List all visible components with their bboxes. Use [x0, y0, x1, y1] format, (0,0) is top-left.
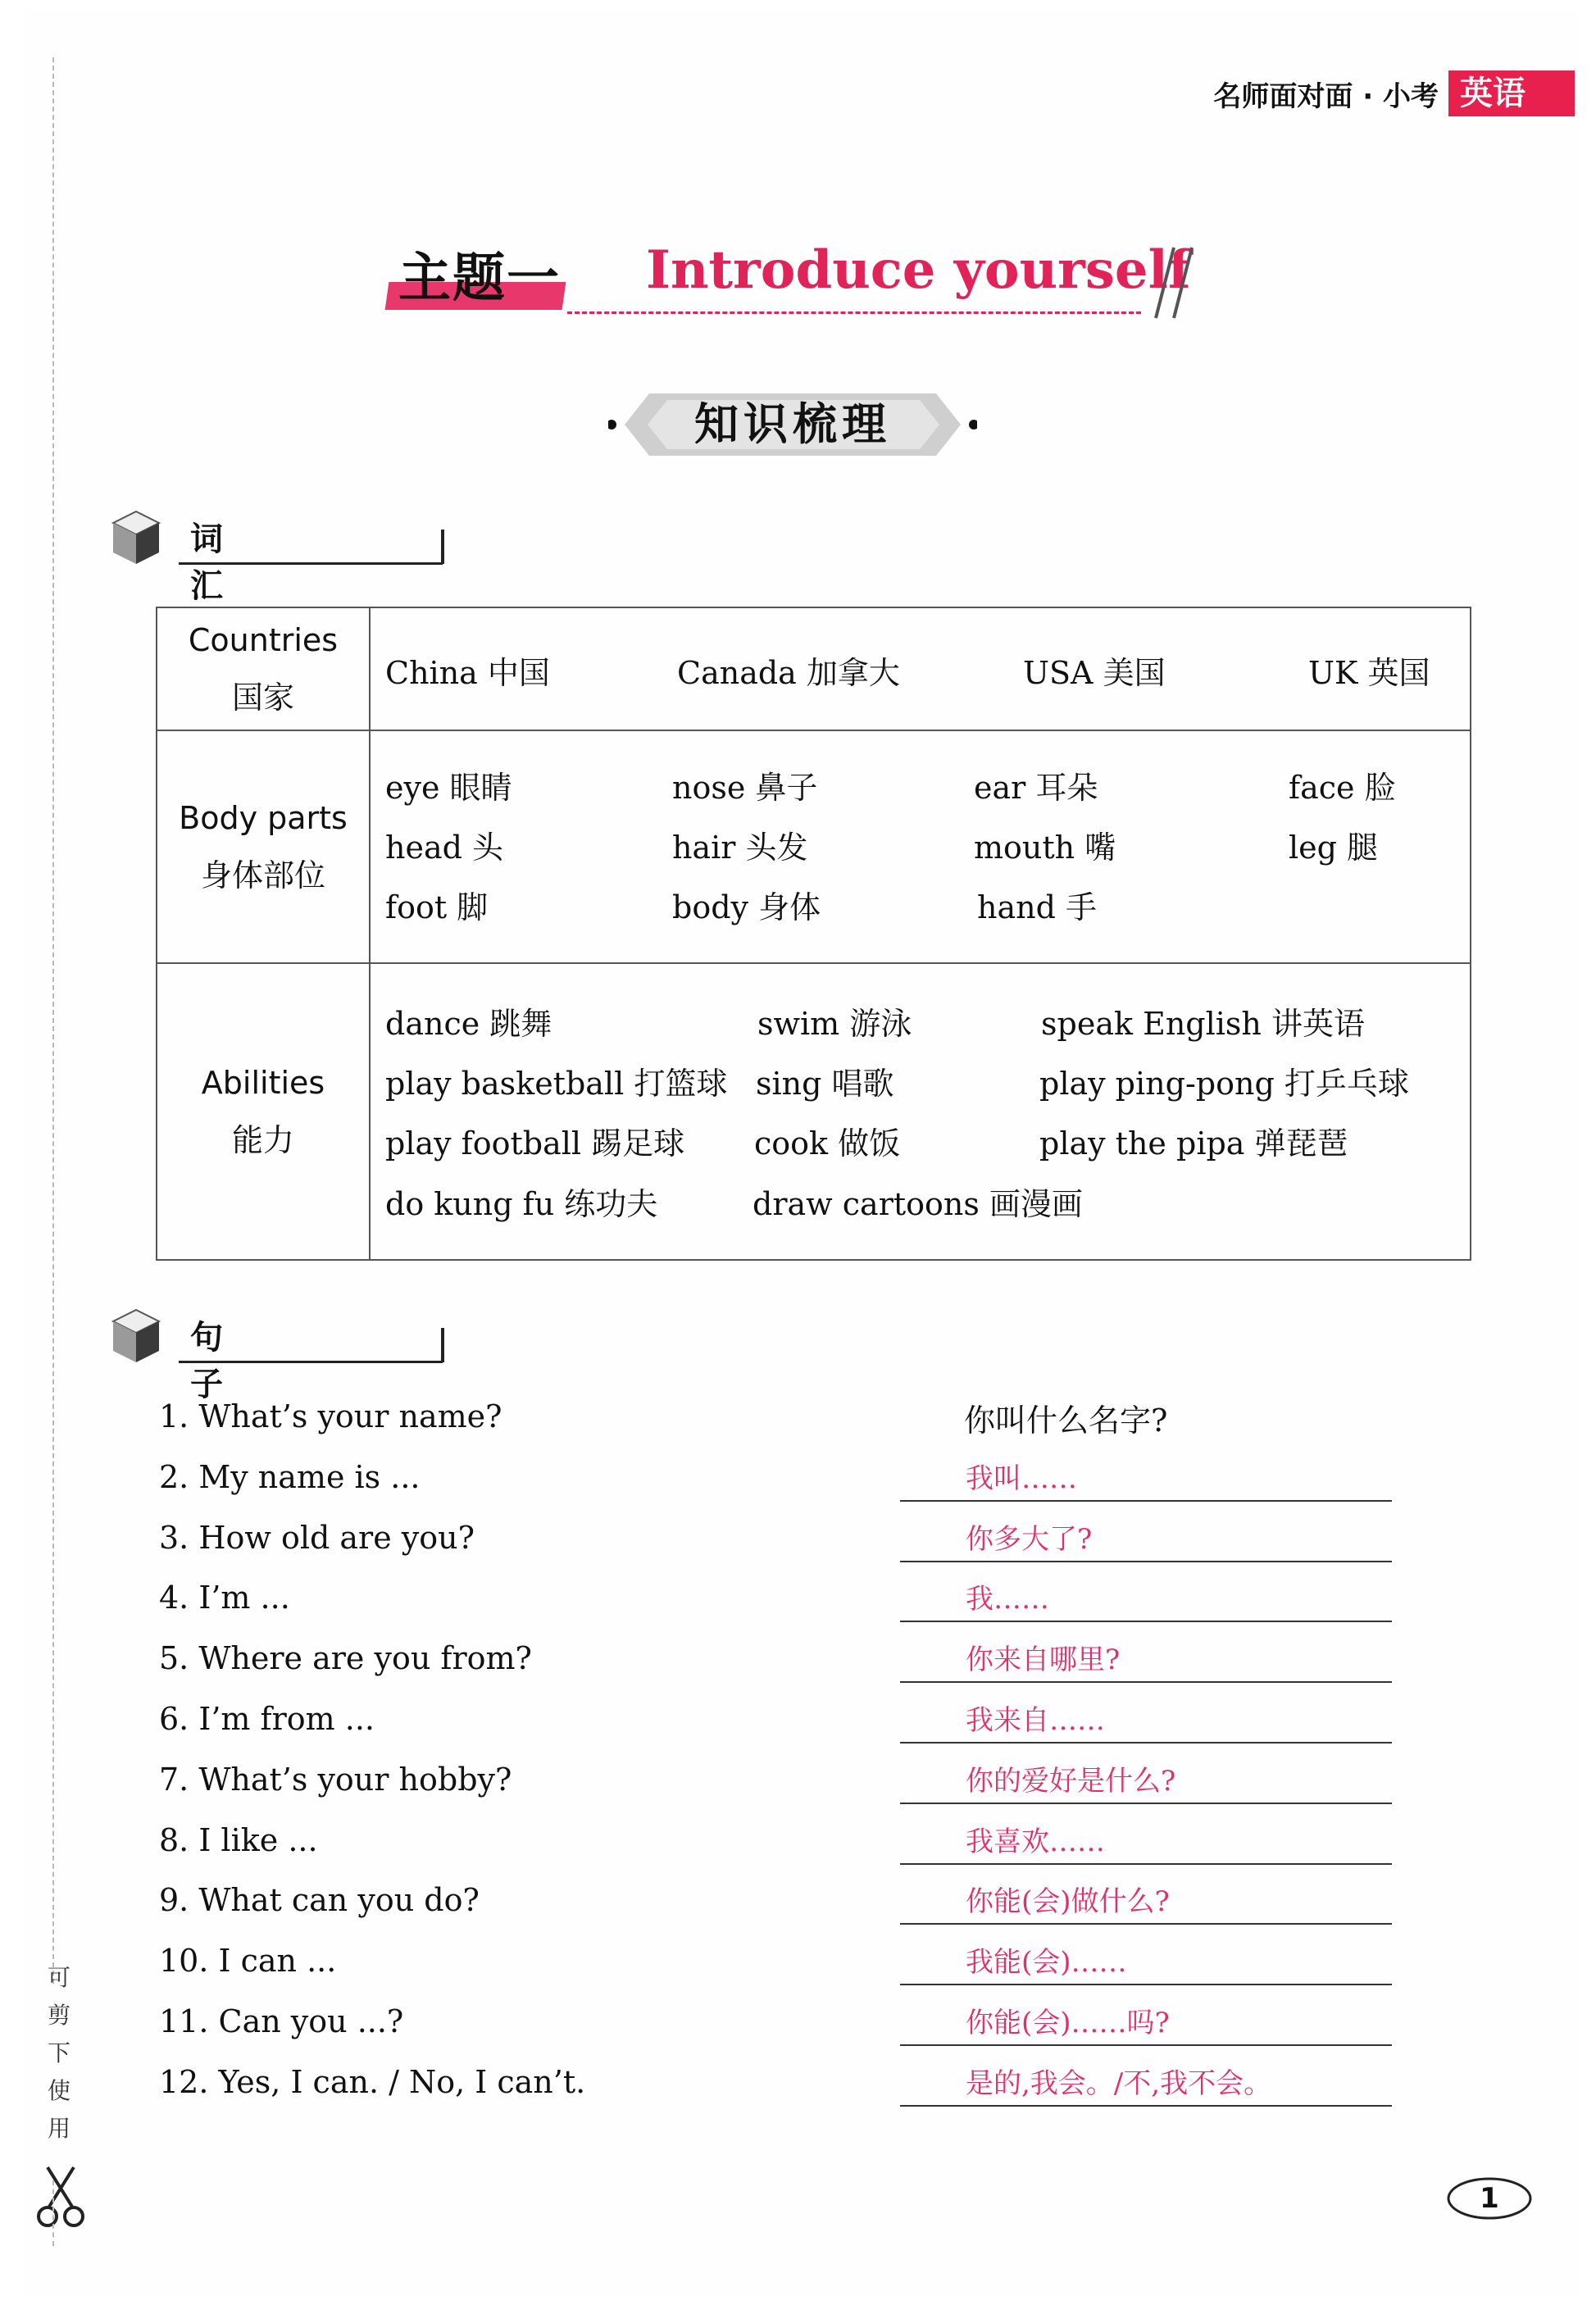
answer-line	[900, 1803, 1392, 1804]
heading-tick	[441, 530, 444, 564]
cut-note-char: 剪	[47, 2002, 70, 2029]
title-en: Introduce yourself	[646, 239, 1191, 301]
vocab-word: speak English 讲英语	[1041, 1006, 1365, 1042]
cut-note-char: 使	[47, 2077, 70, 2104]
vocab-word: play ping-pong 打乒乓球	[1039, 1066, 1409, 1102]
cut-note-char: 下	[47, 2039, 70, 2066]
category-abilities	[157, 963, 370, 1260]
vocab-word: dance 跳舞	[385, 1006, 552, 1042]
vocab-word: Canada 加拿大	[677, 655, 900, 691]
sentence-en: 7. What’s your hobby?	[159, 1761, 512, 1798]
sentence-cn-answer: 你来自哪里?	[966, 1644, 1121, 1677]
heading-rule	[179, 1361, 443, 1363]
table-row	[157, 963, 1471, 1260]
sentence-en: 3. How old are you?	[159, 1519, 475, 1556]
category-en: Body parts	[179, 800, 348, 836]
category-body-parts	[157, 730, 370, 963]
countries-words	[370, 607, 1471, 730]
sentences-label: 句子	[190, 1319, 239, 1403]
vocab-word: body 身体	[672, 889, 821, 925]
vocab-word: hair 头发	[672, 830, 808, 866]
cut-note-char: 可	[47, 1964, 70, 1991]
sentence-en: 5. Where are you from?	[159, 1640, 532, 1677]
table-row	[157, 730, 1471, 963]
sentence-cn-answer: 是的,我会。/不,我不会。	[966, 2066, 1272, 2100]
sentence-cn-answer: 你的爱好是什么?	[966, 1764, 1176, 1798]
vocab-word: play basketball 打篮球	[385, 1066, 728, 1102]
sentence-en: 4. I’m ...	[159, 1580, 290, 1616]
answer-line	[900, 1561, 1392, 1562]
vocab-word: foot 脚	[385, 889, 489, 925]
sentence-cn-answer: 你能(会)做什么?	[966, 1885, 1170, 1919]
sentence-en: 9. What can you do?	[159, 1882, 480, 1919]
vocab-label: 词汇	[190, 521, 239, 605]
sentence-en: 2. My name is ...	[159, 1458, 421, 1495]
category-cn: 国家	[231, 680, 294, 716]
sentence-cn-answer: 我叫……	[966, 1462, 1077, 1495]
heading-tick	[441, 1328, 444, 1362]
cut-note	[43, 1959, 75, 2148]
table-row	[157, 607, 1471, 730]
banner-label: 知识梳理	[694, 398, 891, 450]
category-countries	[157, 607, 370, 730]
vocab-table	[156, 607, 1471, 1261]
vocab-word: mouth 嘴	[974, 830, 1116, 866]
answer-line	[900, 1742, 1392, 1744]
title-underline	[567, 311, 1141, 314]
subject-tag: 英语	[1448, 70, 1575, 116]
sentence-en: 10. I can ...	[159, 1943, 337, 1980]
chapter-title	[387, 236, 1207, 334]
sentence-cn-answer: 我喜欢……	[966, 1825, 1105, 1858]
cut-line	[52, 57, 54, 1984]
vocab-word: cook 做饭	[754, 1125, 901, 1162]
heading-rule	[179, 562, 443, 565]
running-header	[1213, 70, 1575, 116]
answer-line	[900, 1984, 1392, 1985]
vocab-word: UK 英国	[1308, 655, 1430, 691]
page-number-text: 1	[1480, 2182, 1499, 2215]
category-cn: 身体部位	[200, 857, 325, 893]
vocab-word: USA 美国	[1023, 655, 1166, 691]
cut-note-char: 用	[47, 2115, 70, 2142]
vocab-word: play football 踢足球	[385, 1125, 685, 1162]
double-slash-icon	[1149, 243, 1198, 325]
section-banner	[608, 385, 977, 464]
vocab-word: hand 手	[977, 889, 1098, 925]
answer-line	[900, 1681, 1392, 1683]
answer-line	[900, 2044, 1392, 2046]
vocab-word: head 头	[385, 830, 504, 866]
vocab-word: ear 耳朵	[974, 770, 1098, 806]
sentence-cn-answer: 你多大了?	[966, 1522, 1093, 1556]
answer-line	[900, 1863, 1392, 1865]
vocab-word: face 脸	[1289, 770, 1396, 806]
body-parts-words	[370, 730, 1471, 963]
vocab-word: eye 眼睛	[385, 770, 512, 806]
vocab-word: play the pipa 弹琵琶	[1039, 1125, 1348, 1162]
sentence-cn-example: 你叫什么名字?	[964, 1403, 1168, 1439]
answer-line	[900, 1923, 1392, 1925]
vocab-word: do kung fu 练功夫	[385, 1186, 658, 1222]
abilities-words	[370, 963, 1471, 1260]
answer-line	[900, 1621, 1392, 1622]
vocab-word: draw cartoons 画漫画	[753, 1186, 1083, 1222]
title-cn: 主题一	[398, 248, 561, 309]
sentence-cn-answer: 我来自……	[966, 1704, 1105, 1737]
cut-line-bottom	[52, 2180, 54, 2246]
vocab-word: sing 唱歌	[756, 1066, 894, 1102]
sentence-en: 11. Can you ...?	[159, 2003, 404, 2039]
cube-icon	[110, 508, 162, 567]
series-title: 名师面对面 · 小考	[1213, 80, 1439, 113]
vocab-word: China 中国	[385, 655, 550, 691]
sentence-en: 6. I’m from ...	[159, 1701, 375, 1737]
cube-icon	[110, 1307, 162, 1366]
sentence-cn-answer: 我……	[966, 1583, 1049, 1616]
answer-line	[900, 1500, 1392, 1502]
answer-line	[900, 2105, 1392, 2107]
scissors-icon	[36, 2164, 85, 2230]
sentence-cn-answer: 你能(会)……吗?	[966, 2007, 1170, 2039]
page-number	[1446, 2175, 1533, 2221]
vocab-word: swim 游泳	[757, 1006, 912, 1042]
vocab-word: nose 鼻子	[672, 770, 818, 806]
sentence-cn-answer: 我能(会)……	[966, 1946, 1127, 1980]
category-en: Countries	[188, 622, 339, 658]
sentence-en: 12. Yes, I can. / No, I can’t.	[159, 2063, 586, 2100]
category-cn: 能力	[231, 1122, 294, 1158]
vocab-word: leg 腿	[1289, 830, 1379, 866]
category-en: Abilities	[201, 1065, 325, 1101]
sentence-en: 1. What’s your name?	[159, 1398, 502, 1434]
sentence-en: 8. I like ...	[159, 1821, 318, 1858]
